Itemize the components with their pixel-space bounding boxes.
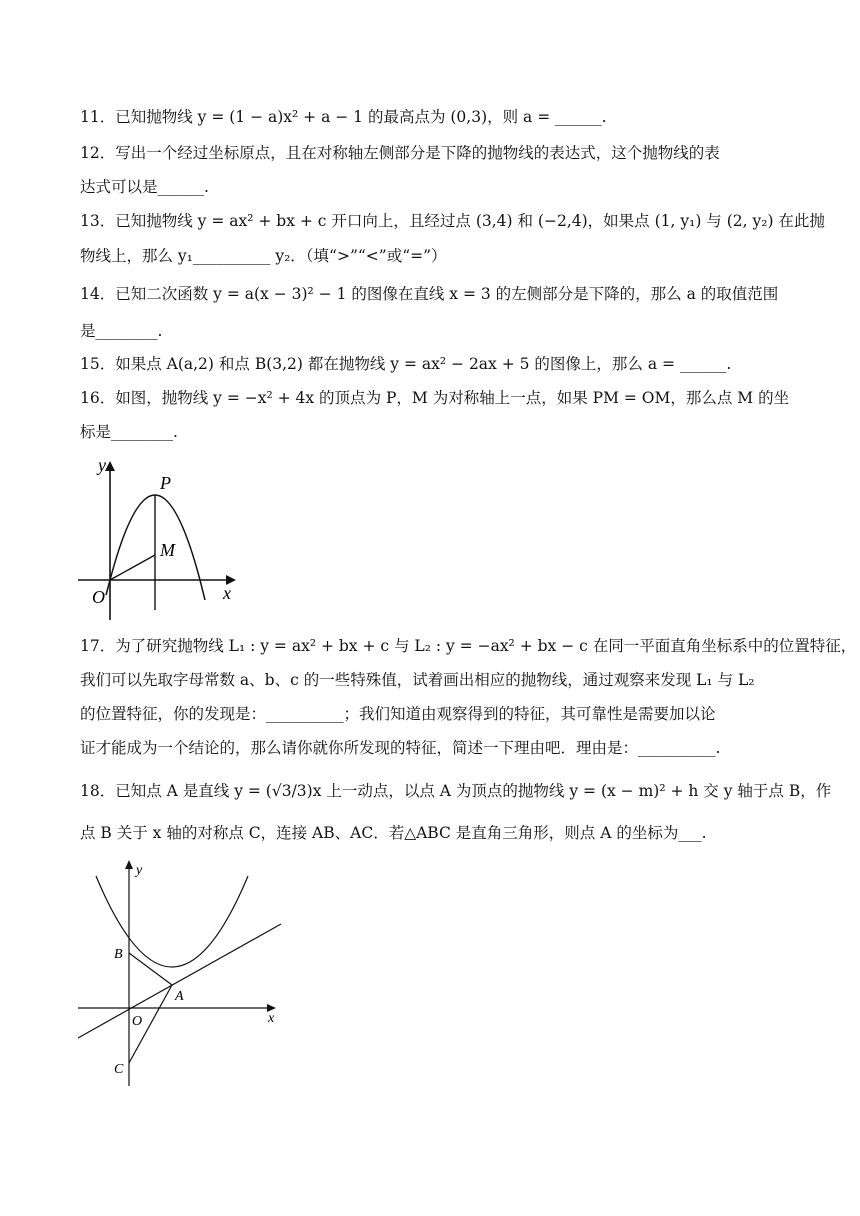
figure-16-label-p: P bbox=[160, 473, 171, 493]
problem-17-line-3: 的位置特征，你的发现是：__________；我们知道由观察得到的特征，其可靠性是需要加以论 bbox=[80, 705, 716, 723]
problem-16-line-2: 标是________. bbox=[80, 423, 178, 441]
figure-16-parabola bbox=[110, 495, 205, 600]
figure-18-label-c: C bbox=[114, 1062, 124, 1077]
figure-16-label-y: y bbox=[98, 455, 106, 475]
problem-13-line-1: 13．已知抛物线 y = ax² + bx + c 开口向上，且经过点 (3,4) 和 (−2,4)，如果点 (1, y₁) 与 (2, y₂) 在此抛 bbox=[80, 212, 825, 230]
figure-18-label-a: A bbox=[175, 989, 184, 1004]
problem-15-line-1: 15．如果点 A(a,2) 和点 B(3,2) 都在抛物线 y = ax² − 2ax + 5 的图像上，那么 a = ______. bbox=[80, 355, 732, 373]
figure-16-graph bbox=[78, 455, 248, 625]
figure-18-label-x: x bbox=[268, 1011, 275, 1026]
problem-11-line-1: 11．已知抛物线 y = (1 − a)x² + a − 1 的最高点为 (0,3)，则 a = ______. bbox=[80, 108, 607, 126]
problem-14-line-2: 是________. bbox=[80, 322, 163, 340]
problem-12-line-2: 达式可以是______. bbox=[80, 178, 209, 196]
problem-13-line-2: 物线上，那么 y₁__________ y₂．（填“>”“<”或“=”） bbox=[80, 247, 447, 265]
problem-18-line-2: 点 B 关于 x 轴的对称点 C，连接 AB、AC．若△ABC 是直角三角形，则点 A 的坐标为___. bbox=[80, 824, 707, 842]
figure-18-line bbox=[78, 924, 281, 1038]
figure-18-label-b: B bbox=[114, 947, 123, 962]
problem-16-line-1: 16．如图，抛物线 y = −x² + 4x 的顶点为 P，M 为对称轴上一点，如果 PM = OM，那么点 M 的坐 bbox=[80, 389, 790, 407]
figure-16-label-m: M bbox=[160, 540, 175, 560]
problem-17-line-2: 我们可以先取字母常数 a、b、c 的一些特殊值，试着画出相应的抛物线，通过观察来发现 L₁ 与 L₂ bbox=[80, 671, 755, 689]
figure-16-label-x: x bbox=[223, 583, 231, 603]
figure-18-label-o: O bbox=[132, 1014, 143, 1029]
problem-17-line-4: 证才能成为一个结论的，那么请你就你所发现的特征，简述一下理由吧．理由是：__________. bbox=[80, 739, 721, 757]
problem-12-line-1: 12．写出一个经过坐标原点，且在对称轴左侧部分是下降的抛物线的表达式，这个抛物线的表 bbox=[80, 144, 720, 162]
figure-18-graph bbox=[76, 858, 286, 1090]
figure-18-label-y: y bbox=[136, 863, 143, 878]
problem-17-line-1: 17．为了研究抛物线 L₁ : y = ax² + bx + c 与 L₂ : y = −ax² + bx − c 在同一平面直角坐标系中的位置特征， bbox=[80, 637, 857, 655]
problem-14-line-1: 14．已知二次函数 y = a(x − 3)² − 1 的图像在直线 x = 3 的左侧部分是下降的，那么 a 的取值范围 bbox=[80, 285, 779, 303]
problem-18-line-1: 18．已知点 A 是直线 y = (√3/3)x 上一动点，以点 A 为顶点的抛物线 y = (x − m)² + h 交 y 轴于点 B，作 bbox=[80, 782, 832, 800]
figure-16-label-o: O bbox=[92, 587, 105, 607]
